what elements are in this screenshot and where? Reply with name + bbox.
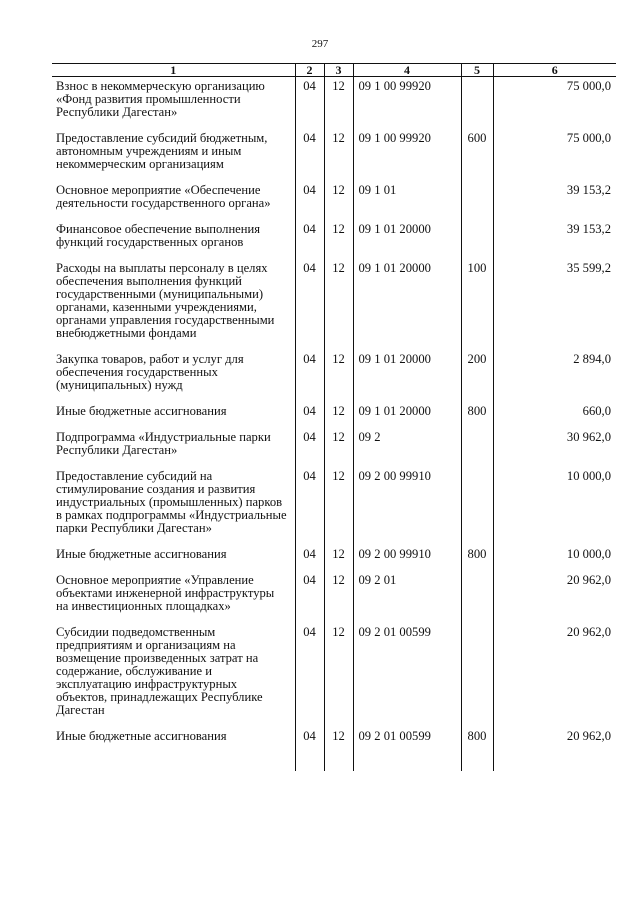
header-col-2: 2 xyxy=(295,64,324,77)
spacer-cell xyxy=(52,753,295,771)
row-expense-type xyxy=(461,571,493,623)
row-target-article: 09 2 01 00599 xyxy=(353,623,461,727)
row-target-article: 09 2 00 99910 xyxy=(353,467,461,545)
table-row xyxy=(52,467,616,545)
row-amount: 660,0 xyxy=(493,402,616,428)
row-section: 04 xyxy=(295,727,324,753)
row-name: Предоставление субсидий бюджетным, автономным учреждениям и иным некоммерческим организациям xyxy=(56,131,268,171)
table-row xyxy=(52,181,616,220)
row-section: 04 xyxy=(295,545,324,571)
row-target-article: 09 2 01 00599 xyxy=(353,727,461,753)
header-col-3: 3 xyxy=(324,64,353,77)
row-amount: 10 000,0 xyxy=(493,545,616,571)
row-amount: 35 599,2 xyxy=(493,259,616,350)
row-subsection: 12 xyxy=(324,77,353,130)
row-name: Иные бюджетные ассигнования xyxy=(56,404,227,418)
header-col-6: 6 xyxy=(493,64,616,77)
row-section: 04 xyxy=(295,467,324,545)
row-target-article: 09 2 xyxy=(353,428,461,467)
row-section: 04 xyxy=(295,181,324,220)
spacer-cell xyxy=(295,753,324,771)
table-row xyxy=(52,129,616,181)
table-row xyxy=(52,571,616,623)
row-expense-type xyxy=(461,77,493,130)
row-expense-type: 800 xyxy=(461,545,493,571)
row-target-article: 09 2 01 xyxy=(353,571,461,623)
header-col-5: 5 xyxy=(461,64,493,77)
page-number: 297 xyxy=(311,38,329,50)
spacer-cell xyxy=(324,753,353,771)
row-subsection: 12 xyxy=(324,428,353,467)
row-amount: 10 000,0 xyxy=(493,467,616,545)
row-expense-type: 800 xyxy=(461,727,493,753)
row-name: Субсидии подведомственным предприятиям и организациям на возмещение произведенных затрат на содержание, обслуживание и эксплуатацию инфраструктурных объектов, принадлежащих Республике Дагестан xyxy=(56,625,263,717)
row-subsection: 12 xyxy=(324,220,353,259)
row-amount: 20 962,0 xyxy=(493,623,616,727)
row-target-article: 09 1 01 xyxy=(353,181,461,220)
header-col-1: 1 xyxy=(52,64,295,77)
row-amount: 39 153,2 xyxy=(493,181,616,220)
spacer-cell xyxy=(461,753,493,771)
row-target-article: 09 1 01 20000 xyxy=(353,220,461,259)
table-header-row xyxy=(52,64,616,77)
row-expense-type: 100 xyxy=(461,259,493,350)
row-name: Подпрограмма «Индустриальные парки Республики Дагестан» xyxy=(56,430,271,457)
row-subsection: 12 xyxy=(324,623,353,727)
table-row xyxy=(52,623,616,727)
row-amount: 2 894,0 xyxy=(493,350,616,402)
row-section: 04 xyxy=(295,129,324,181)
row-target-article: 09 1 00 99920 xyxy=(353,77,461,130)
row-expense-type xyxy=(461,467,493,545)
row-section: 04 xyxy=(295,350,324,402)
row-expense-type: 600 xyxy=(461,129,493,181)
row-expense-type xyxy=(461,220,493,259)
row-amount: 20 962,0 xyxy=(493,727,616,753)
row-expense-type xyxy=(461,623,493,727)
row-subsection: 12 xyxy=(324,350,353,402)
row-name: Расходы на выплаты персоналу в целях обеспечения выполнения функций государственными (муниципальными) органами, казенными учреждениями, органами управления государственными внебюджетными фондами xyxy=(56,261,275,340)
row-expense-type: 800 xyxy=(461,402,493,428)
table-row xyxy=(52,545,616,571)
row-amount: 75 000,0 xyxy=(493,77,616,130)
row-name: Закупка товаров, работ и услуг для обеспечения государственных (муниципальных) нужд xyxy=(56,352,244,392)
row-name: Основное мероприятие «Управление объектами инженерной инфраструктуры на инвестиционных площадках» xyxy=(56,573,275,613)
table-row xyxy=(52,350,616,402)
row-amount: 20 962,0 xyxy=(493,571,616,623)
row-section: 04 xyxy=(295,623,324,727)
row-target-article: 09 1 01 20000 xyxy=(353,402,461,428)
row-target-article: 09 1 01 20000 xyxy=(353,350,461,402)
row-target-article: 09 1 01 20000 xyxy=(353,259,461,350)
row-amount: 39 153,2 xyxy=(493,220,616,259)
table-row xyxy=(52,220,616,259)
row-name: Финансовое обеспечение выполнения функций государственных органов xyxy=(56,222,261,249)
row-target-article: 09 2 00 99910 xyxy=(353,545,461,571)
row-name: Иные бюджетные ассигнования xyxy=(56,729,227,743)
table-row xyxy=(52,428,616,467)
budget-table xyxy=(52,63,616,771)
header-col-4: 4 xyxy=(353,64,461,77)
row-subsection: 12 xyxy=(324,402,353,428)
row-name: Основное мероприятие «Обеспечение деятельности государственного органа» xyxy=(56,183,271,210)
row-section: 04 xyxy=(295,77,324,130)
table-row xyxy=(52,402,616,428)
row-subsection: 12 xyxy=(324,129,353,181)
row-name: Иные бюджетные ассигнования xyxy=(56,547,227,561)
row-subsection: 12 xyxy=(324,727,353,753)
spacer-cell xyxy=(353,753,461,771)
row-subsection: 12 xyxy=(324,571,353,623)
row-name: Взнос в некоммерческую организацию «Фонд развития промышленности Республики Дагестан» xyxy=(56,79,265,119)
table-row xyxy=(52,727,616,753)
row-subsection: 12 xyxy=(324,181,353,220)
row-section: 04 xyxy=(295,220,324,259)
row-subsection: 12 xyxy=(324,467,353,545)
row-expense-type: 200 xyxy=(461,350,493,402)
row-section: 04 xyxy=(295,428,324,467)
row-section: 04 xyxy=(295,259,324,350)
row-expense-type xyxy=(461,428,493,467)
row-subsection: 12 xyxy=(324,545,353,571)
row-amount: 75 000,0 xyxy=(493,129,616,181)
row-name: Предоставление субсидий на стимулирование создания и развития индустриальных (промышленных) парков в рамках подпрограммы «Индустриальные парки Республики Дагестан» xyxy=(56,469,287,535)
row-target-article: 09 1 00 99920 xyxy=(353,129,461,181)
row-amount: 30 962,0 xyxy=(493,428,616,467)
table-row xyxy=(52,259,616,350)
row-section: 04 xyxy=(295,571,324,623)
spacer-cell xyxy=(493,753,616,771)
row-expense-type xyxy=(461,181,493,220)
table-body xyxy=(52,77,616,772)
table-spacer-row xyxy=(52,753,616,771)
table-row xyxy=(52,77,616,130)
row-section: 04 xyxy=(295,402,324,428)
row-subsection: 12 xyxy=(324,259,353,350)
